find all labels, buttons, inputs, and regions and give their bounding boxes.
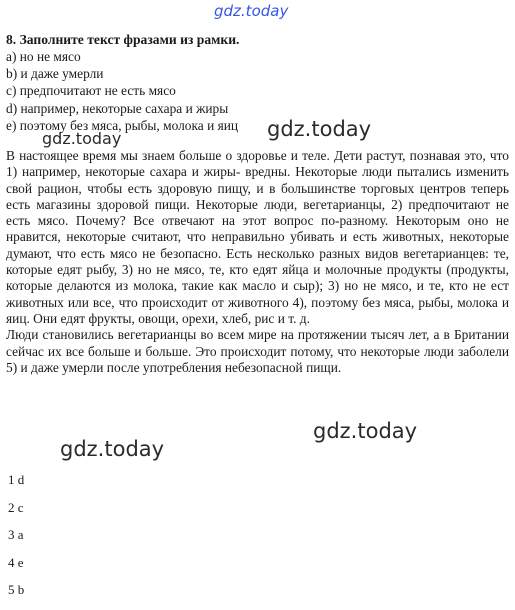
option-e: e) поэтому без мяса, рыбы, молока и яиц — [6, 117, 239, 133]
answer-3: 3 a — [8, 527, 24, 543]
watermark-top: gdz.today — [214, 2, 289, 20]
answer-4: 4 e — [8, 554, 24, 570]
watermark-low-left: gdz.today — [60, 437, 165, 461]
main-text — [6, 148, 509, 376]
answers-list — [8, 472, 24, 610]
watermark-mid-left: gdz.today — [42, 129, 122, 148]
text-paragraph-2: Люди становились вегетарианцы во всем мире на протяжении тысяч лет, а в Британии сейчас их все больше и больше. Это происходит потому, что некоторые люди заболели 5) и даже умерли после употребления небезопасной пищи. — [6, 327, 509, 375]
phrase-options — [6, 48, 506, 134]
text-paragraph-1: В настоящее время мы знаем больше о здоровье и теле. Дети растут, познавая это, что 1) например, некоторые сахара и жиры- вредны. Некоторые люди пытались изменить свой рацион, чтобы есть здоровую пищу, и в большинстве торговых центров теперь есть магазины здоровой пищи. Некоторые люди, вегетарианцы, 2) предпочитают не есть мясо. Почему? Все отвечают на этот вопрос по-разному. Некоторым оно не нравится, некоторые считают, что неправильно убивать и есть животных, некоторые думают, что есть мясо не безопасно. Есть несколько разных видов вегетарианцев: те, которые едят рыбу, 3) но не мясо, те, кто едят яйца и молочные продукты (продукты, которые делаются из молока, такие как масло и сыр); 3) но не мясо, и те, кто не ест животных или все, что происходит от животного 4), поэтому без мяса, рыбы, молока и яиц. Они едят фрукты, овощи, орехи, хлеб, рис и т. д. — [6, 148, 509, 326]
option-a: а) но не мясо — [6, 49, 81, 64]
answer-5: 5 b — [8, 582, 25, 598]
watermark-low-right: gdz.today — [313, 419, 418, 443]
watermark-mid-right: gdz.today — [267, 117, 372, 141]
option-d: d) например, некоторые сахара и жиры — [6, 100, 229, 116]
task-title: 8. Заполните текст фразами из рамки. — [6, 32, 240, 47]
option-b: b) и даже умерли — [6, 66, 104, 82]
option-c: c) предпочитают не есть мясо — [6, 83, 176, 99]
answer-2: 2 c — [8, 499, 24, 515]
answer-1: 1 d — [8, 472, 25, 487]
